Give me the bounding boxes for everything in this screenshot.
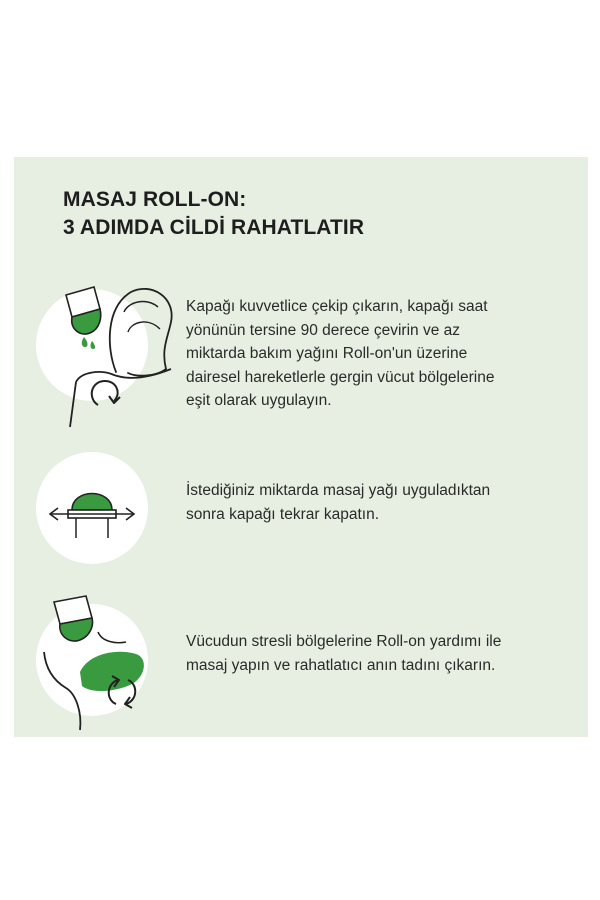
open-cap-apply-oil-icon bbox=[36, 277, 186, 427]
close-cap-icon bbox=[36, 452, 148, 564]
step-3-text: Vücudun stresli bölgelerine Roll-on yardımı ile masaj yapın ve rahatlatıcı anın tadını çıkarın. bbox=[186, 633, 502, 674]
massage-body-icon bbox=[36, 592, 186, 732]
instruction-panel bbox=[14, 157, 588, 737]
step-2-text: İstediğiniz miktarda masaj yağı uyguladıktan sonra kapağı tekrar kapatın. bbox=[186, 482, 491, 523]
page-title bbox=[63, 186, 364, 242]
step-2 bbox=[14, 442, 588, 572]
step-1 bbox=[14, 277, 588, 427]
title-line-1: MASAJ ROLL-ON: bbox=[63, 188, 247, 211]
step-1-text: Kapağı kuvvetlice çekip çıkarın, kapağı saat yönünün tersine 90 derece çevirin ve az miktarda bakım yağını Roll-on'un üzerine dairesel hareketlerle gergin vücut bölgelerine eşit olarak uygulayın. bbox=[186, 298, 495, 409]
title-line-2: 3 ADIMDA CİLDİ RAHATLATIR bbox=[63, 216, 365, 239]
step-3 bbox=[14, 592, 588, 732]
